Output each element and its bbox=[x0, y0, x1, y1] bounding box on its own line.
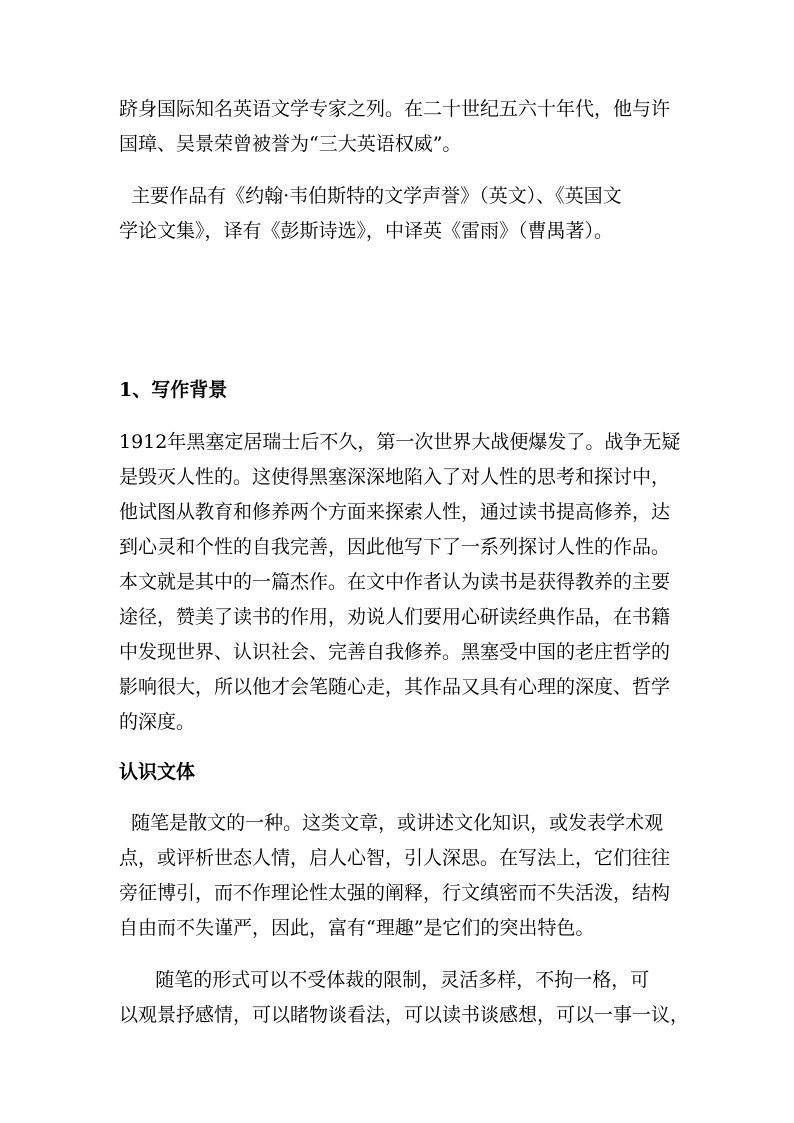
paragraph-4-line-2: 点，或评析世态人情，启人心智，引人深思。在写法上，它们往往 bbox=[119, 847, 671, 869]
paragraph-3-line-3: 他试图从教育和修养两个方面来探索人性，通过读书提高修养，达 bbox=[119, 501, 671, 523]
paragraph-3-line-8: 影响很大，所以他才会笔随心走，其作品又具有心理的深度、哲学 bbox=[119, 676, 671, 698]
paragraph-5-line-1: 随笔的形式可以不受体裁的限制，灵活多样，不拘一格，可 bbox=[119, 969, 650, 991]
paragraph-5-line-2: 以观景抒感情，可以睹物谈看法，可以读书谈感想，可以一事一议， bbox=[119, 1004, 690, 1026]
section-heading-genre: 认识文体 bbox=[119, 761, 196, 783]
paragraph-3-line-6: 途径，赞美了读书的作用，劝说人们要用心研读经典作品，在书籍 bbox=[119, 606, 671, 628]
paragraph-3-line-9: 的深度。 bbox=[119, 711, 196, 733]
paragraph-3-line-4: 到心灵和个性的自我完善，因此他写下了一系列探讨人性的作品。 bbox=[119, 536, 671, 558]
paragraph-3-line-1: 1912年黑塞定居瑞士后不久，第一次世界大战便爆发了。战争无疑 bbox=[119, 431, 681, 453]
paragraph-3-line-7: 中发现世界、认识社会、完善自我修养。黑塞受中国的老庄哲学的 bbox=[119, 641, 671, 663]
paragraph-3-line-2: 是毁灭人性的。这使得黑塞深深地陷入了对人性的思考和探讨中， bbox=[119, 466, 671, 488]
paragraph-4-line-1: 随笔是散文的一种。这类文章，或讲述文化知识，或发表学术观 bbox=[119, 812, 664, 834]
paragraph-1-line-2: 国璋、吴景荣曾被誉为“三大英语权威”。 bbox=[119, 133, 462, 155]
section-heading-background: 1、写作背景 bbox=[119, 379, 228, 401]
paragraph-4-line-4: 自由而不失谨严，因此，富有“理趣”是它们的突出特色。 bbox=[119, 917, 595, 939]
paragraph-2-line-1: 主要作品有《约翰·韦伯斯特的文学声誉》（英文）、《英国文 bbox=[119, 185, 622, 207]
paragraph-3-line-5: 本文就是其中的一篇杰作。在文中作者认为读书是获得教养的主要 bbox=[119, 571, 671, 593]
paragraph-4-line-3: 旁征博引，而不作理论性太强的阐释，行文缜密而不失活泼，结构 bbox=[119, 882, 671, 904]
paragraph-2-line-2: 学论文集》，译有《彭斯诗选》，中译英《雷雨》（曹禺著）。 bbox=[119, 220, 614, 242]
paragraph-1-line-1: 跻身国际知名英语文学专家之列。在二十世纪五六十年代，他与许 bbox=[119, 98, 671, 120]
